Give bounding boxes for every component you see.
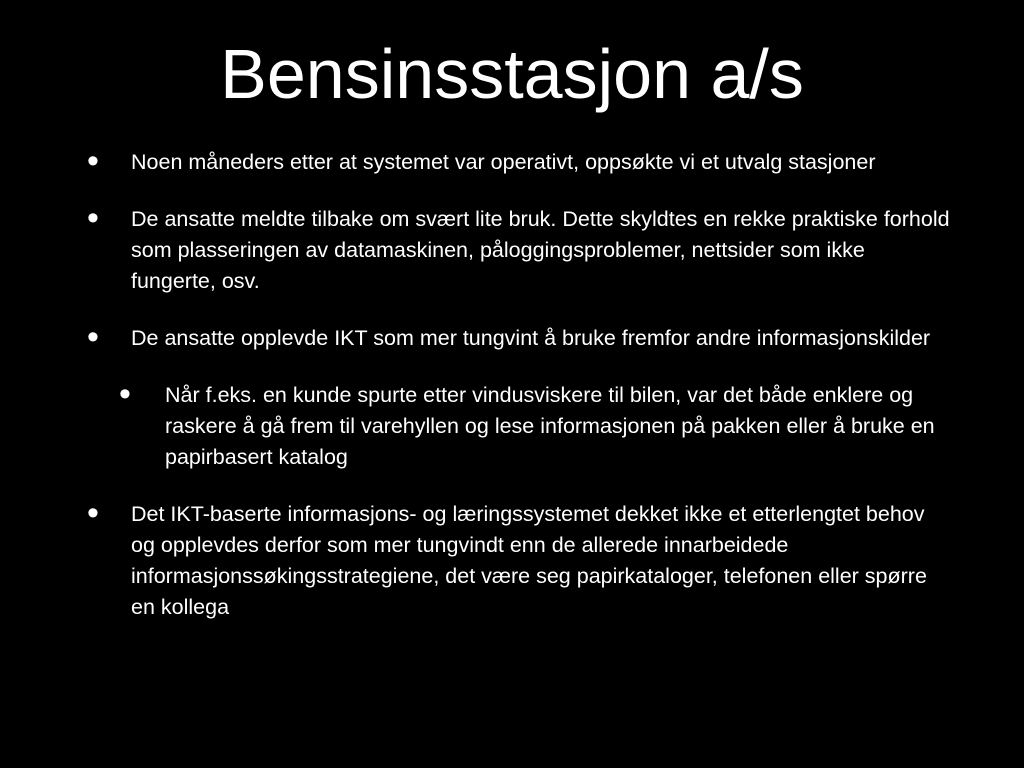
bullet-dot-icon: • bbox=[87, 318, 99, 356]
bullet-item bbox=[0, 494, 951, 623]
bullet-text: De ansatte opplevde IKT som mer tungvint å bruke fremfor andre informasjonskilder bbox=[131, 326, 931, 350]
bullet-list bbox=[0, 142, 1024, 649]
slide-title: Bensinsstasjon a/s bbox=[220, 35, 804, 113]
bullet-dot-icon: • bbox=[119, 375, 131, 413]
bullet-text: Det IKT-baserte informasjons- og læringssystemet dekket ikke et etterlengtet behov og opplevdes derfor som mer tungvindt enn de allerede innarbeidede informasjonssøkingsstrategiene, det være seg papirkataloger, telefonen eller spørre en kollega bbox=[131, 502, 927, 619]
bullet-text: De ansatte meldte tilbake om svært lite bruk. Dette skyldtes en rekke praktiske forhold som plasseringen av datamaskinen, påloggingsproblemer, nettsider som ikke fungerte, osv. bbox=[131, 207, 950, 293]
bullet-item bbox=[0, 142, 951, 180]
bullet-dot-icon: • bbox=[87, 494, 99, 532]
sub-bullet-text: Når f.eks. en kunde spurte etter vindusviskere til bilen, var det både enklere og raskere å gå frem til varehyllen og lese informasjonen på pakken eller å bruke en papirbasert katalog bbox=[165, 383, 935, 469]
bullet-item bbox=[0, 318, 951, 356]
bullet-item bbox=[0, 199, 951, 297]
bullet-text: Noen måneders etter at systemet var operativt, oppsøkte vi et utvalg stasjoner bbox=[131, 150, 876, 174]
bullet-dot-icon: • bbox=[87, 199, 99, 237]
bullet-dot-icon: • bbox=[87, 142, 99, 180]
sub-bullet-item bbox=[0, 375, 980, 473]
